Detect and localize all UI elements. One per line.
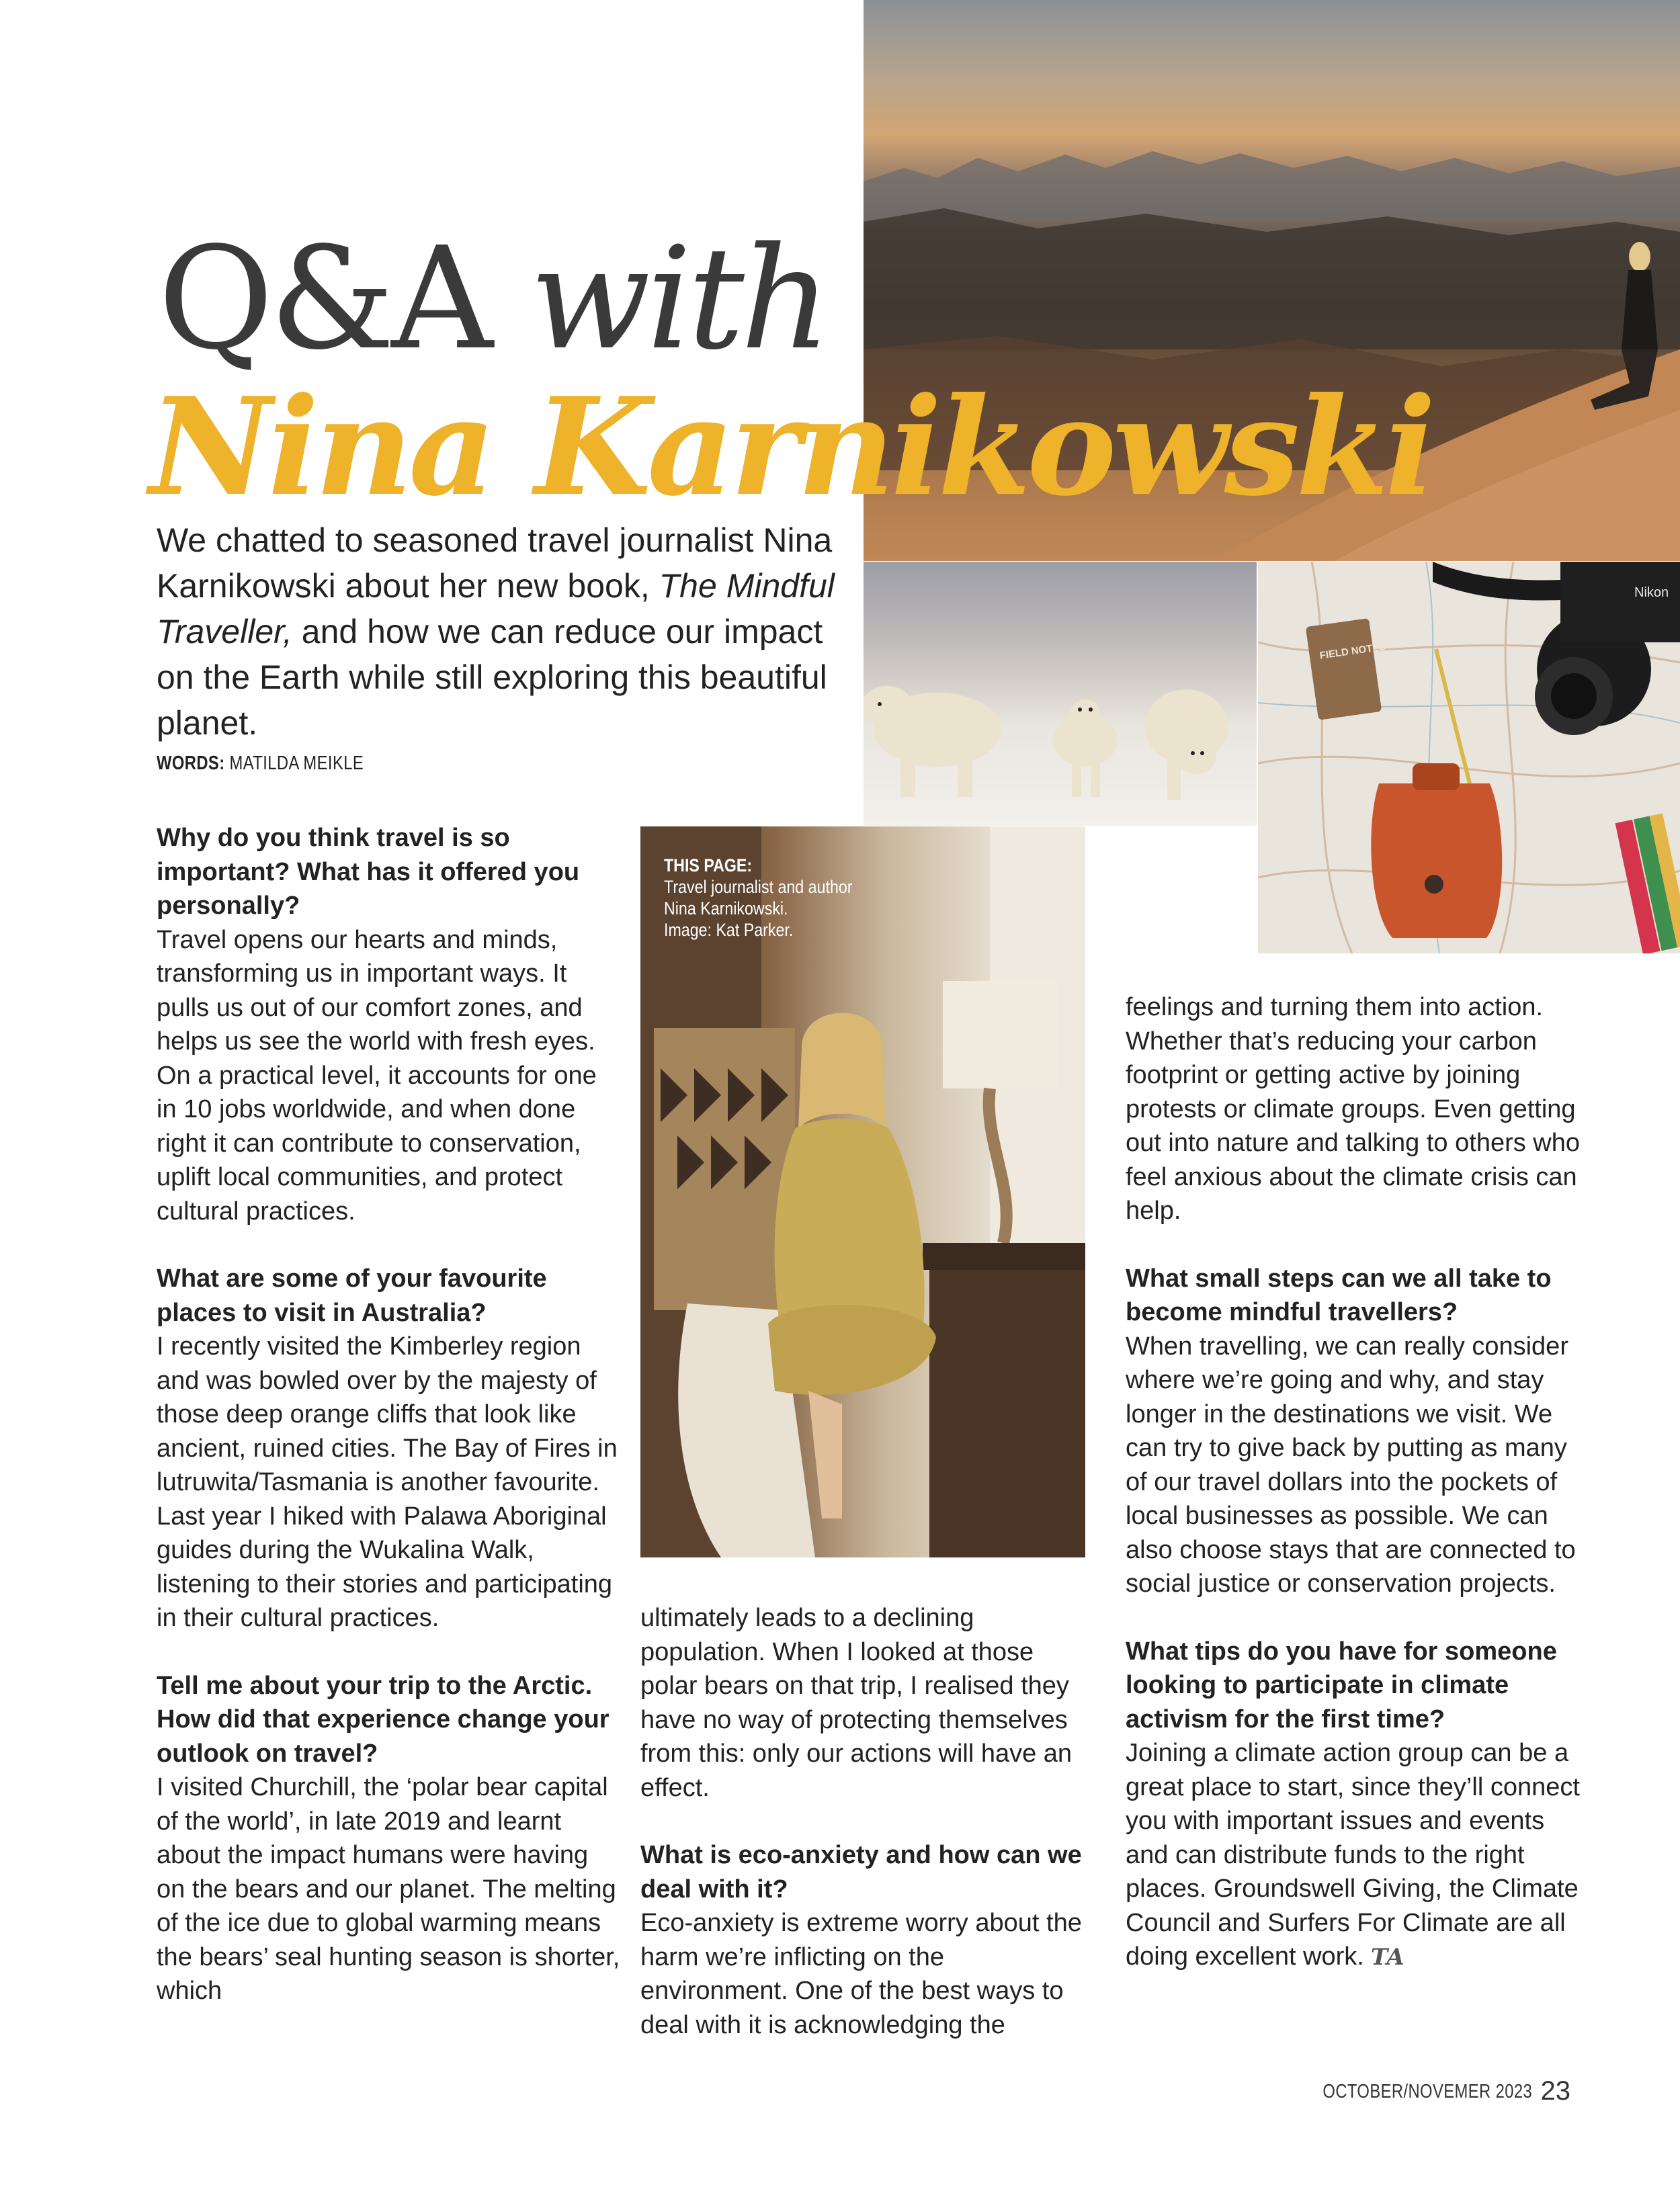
answer: When travelling, we can really consider where we’re going and why, and stay longer in the destinations we visit. We can try to give back by putting as many of our travel dollars into the pockets of local businesses as possible. We can also choose stays that are connected to social justice or conservation projects. bbox=[1126, 1332, 1576, 1598]
answer: I recently visited the Kimberley region and was bowled over by the majesty of those deep orange cliffs that look like ancient, ruined cities. The Bay of Fires in lutruwita/Tasmania is another favourite. Last year I hiked with Palawa Aboriginal guides during the Wukalina Walk, listening to their stories and participating in their cultural practices. bbox=[157, 1332, 618, 1632]
title-line-1: Q&A with bbox=[158, 216, 828, 381]
standfirst: We chatted to seasoned travel journalist Nina Karnikowski about her new book, The Mindful Traveller, and how we can reduce our impact on the Earth while still exploring this beautiful planet. bbox=[157, 521, 835, 742]
question: What is eco-anxiety and how can we deal with it? bbox=[640, 1841, 1082, 1903]
answer: I visited Churchill, the ‘polar bear capital of the world’, in late 2019 and learnt about the impact humans were having on the bears and our planet. The melting of the ice due to global warming means the bears’ seal hunting season is shorter, which bbox=[157, 1773, 620, 2005]
polar-bears-photo bbox=[864, 562, 1257, 826]
question: What tips do you have for someone looking to participate in climate activism for the first time? bbox=[1126, 1637, 1557, 1733]
issue-date: OCTOBER/NOVEMER 2023 bbox=[1322, 2081, 1533, 2102]
notebook-label: FIELD NOTES bbox=[1318, 640, 1387, 662]
title-name: Nina Karnikowski bbox=[149, 368, 1432, 526]
book-title: The Mindful Traveller, bbox=[157, 567, 835, 650]
strap-brand: Nikon bbox=[1634, 585, 1669, 600]
question: What small steps can we all take to become mindful travellers? bbox=[1126, 1264, 1552, 1326]
flatlay-photo bbox=[1258, 562, 1680, 953]
page-number: 23 bbox=[1540, 2076, 1570, 2106]
page-footer bbox=[1277, 2076, 1570, 2106]
column-1 bbox=[157, 821, 620, 2008]
answer: feelings and turning them into action. Whether that’s reducing your carbon footprint or getting active by joining protests or climate groups. Even getting out into nature and talking to others who feel anxious about the climate crisis can help. bbox=[1126, 993, 1581, 1225]
question: Why do you think travel is so important? What has it offered you personally? bbox=[157, 824, 580, 920]
answer: Joining a climate action group can be a great place to start, since they’ll connect you with important issues and events and can distribute funds to the right places. Groundswell Giving, the Climate Council and Surfers For Climate are all doing excellent work. TA bbox=[1126, 1739, 1580, 1971]
answer: ultimately leads to a declining population. When I looked at those polar bears on that trip, I realised they have no way of protecting themselves from this: only our actions will have an effect. bbox=[640, 1604, 1073, 1802]
question: What are some of your favourite places to visit in Australia? bbox=[157, 1265, 547, 1327]
answer: Eco-anxiety is extreme worry about the harm we’re inflicting on the environment. One of the best ways to deal with it is acknowledging the bbox=[640, 1909, 1082, 2039]
column-3 bbox=[1126, 990, 1583, 1974]
answer: Travel opens our hearts and minds, transforming us in important ways. It pulls us out of our comfort zones, and helps us see the world with fresh eyes. On a practical level, it accounts for one in 10 jobs worldwide, and when done right it can contribute to conservation, uplift local communities, and protect cultural practices. bbox=[157, 925, 597, 1226]
byline: WORDS: MATILDA MEIKLE bbox=[157, 753, 364, 774]
end-mark: TA bbox=[1370, 1944, 1404, 1971]
question: Tell me about your trip to the Arctic. How did that experience change your outlook on travel? bbox=[157, 1671, 610, 1768]
column-2 bbox=[640, 1601, 1097, 2042]
photo-caption: THIS PAGE: Travel journalist and author Nina Karnikowski. Image: Kat Parker. bbox=[664, 855, 853, 940]
